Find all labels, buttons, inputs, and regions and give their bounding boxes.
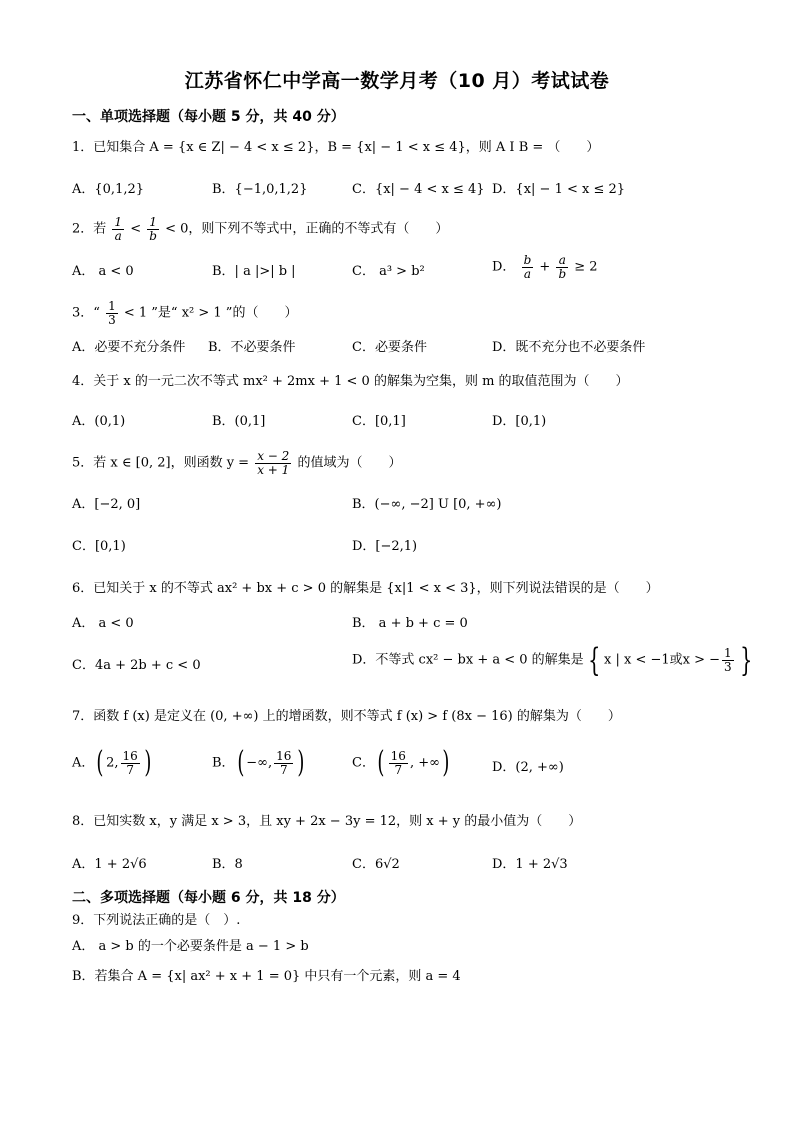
question-2-option-d-fraction-a-over-b: $\frac{a}{b}$ — [558, 253, 567, 281]
question-6-option-d-fraction: $\frac{1}{3}$ — [724, 645, 732, 674]
question-8-option-a: A．1 + 2√6 — [72, 857, 147, 872]
question-2-option-d: D． $\frac{b}{a}$ + $\frac{a}{b}$ ≥ 2 — [492, 253, 598, 281]
question-4-option-d: D．[0,1) — [492, 414, 547, 429]
question-8-option-b: B．8 — [212, 857, 243, 872]
question-2-fraction-1-over-b: $\frac{1}{b}$ — [149, 215, 157, 243]
page-title: 江苏省怀仁中学高一数学月考（10 月）考试试卷 — [184, 70, 610, 92]
question-2-option-c: C． a³ > b² — [352, 264, 425, 279]
question-7-option-c: C．( $\frac{16}{7}$ , +∞) — [352, 745, 450, 780]
section-multiple-choice-heading: 二、多项选择题（每小题 6 分，共 18 分） — [72, 890, 345, 906]
question-2-option-b: B．| a |>| b | — [212, 264, 296, 279]
question-2-less-than: < — [130, 221, 142, 237]
question-2-option-d-fraction-b-over-a: $\frac{b}{a}$ — [523, 253, 532, 281]
question-7-option-b: B．( −∞, $\frac{16}{7}$ ) — [212, 745, 305, 780]
question-4-stem: 4．关于 x 的一元二次不等式 mx² + 2mx + 1 < 0 的解集为空集，则 m 的取值范围为（ ） — [72, 374, 629, 389]
question-4-option-a: A．(0,1) — [72, 414, 126, 429]
question-1-option-d: D．{x| − 1 < x ≤ 2} — [492, 182, 626, 197]
question-6-option-c: C．4a + 2b + c < 0 — [72, 658, 201, 673]
question-3-fraction-one-third: $\frac{1}{3}$ — [108, 299, 116, 327]
question-7-option-d: D．(2, +∞) — [492, 760, 564, 775]
question-3-stem: 3．“ $\frac{1}{3}$ < 1 ”是“ x² > 1 ”的（ ） — [72, 299, 298, 327]
question-1-option-c: C．{x| − 4 < x ≤ 4} — [352, 182, 485, 197]
question-9-option-a: A． a > b 的一个必要条件是 a − 1 > b — [72, 939, 309, 954]
question-6-option-b: B． a + b + c = 0 — [352, 616, 468, 631]
question-2-fraction-1-over-a: $\frac{1}{a}$ — [114, 215, 123, 243]
question-5-stem: 5．若 x ∈ [0, 2]，则函数 y = $\frac{x - 2}{x + 1}$ 的值域为（ ） — [72, 449, 402, 477]
question-8-stem: 8．已知实数 x，y 满足 x > 3，且 xy + 2x − 3y = 12，则 x + y 的最小值为（ ） — [72, 814, 582, 829]
question-3-option-c: C．必要条件 — [352, 340, 427, 355]
question-5-option-a: A．[−2, 0] — [72, 497, 141, 512]
section-single-choice-heading: 一、单项选择题（每小题 5 分，共 40 分） — [72, 109, 345, 125]
question-1-option-b: B．{−1,0,1,2} — [212, 182, 308, 197]
question-6-stem: 6．已知关于 x 的不等式 ax² + bx + c > 0 的解集是 {x|1 < x < 3}，则下列说法错误的是（ ） — [72, 581, 659, 596]
question-2-prefix: 2．若 — [72, 221, 107, 237]
question-2-stem — [72, 216, 448, 242]
question-1-stem: 1．已知集合 A = {x ∈ Z| − 4 < x ≤ 2}，B = {x| − 1 < x ≤ 4}，则 A I B = （ ） — [72, 140, 600, 155]
question-5-option-b: B．(−∞, −2] U [0, +∞) — [352, 497, 502, 512]
question-9-stem: 9．下列说法正确的是（ ）. — [72, 913, 241, 928]
question-3-option-a: A．必要不充分条件 — [72, 340, 186, 355]
question-4-option-c: C．[0,1] — [352, 414, 406, 429]
question-1-option-a: A．{0,1,2} — [72, 182, 145, 197]
question-3-option-b: B．不必要条件 — [208, 340, 296, 355]
question-2-suffix: < 0，则下列不等式中，正确的不等式有（ ） — [165, 221, 449, 237]
question-4-option-b: B．(0,1] — [212, 414, 266, 429]
question-5-option-c: C．[0,1) — [72, 539, 126, 554]
question-8-option-c: C．6√2 — [352, 857, 400, 872]
question-6-option-a: A． a < 0 — [72, 616, 134, 631]
question-7-option-a: A．( 2, $\frac{16}{7}$ ) — [72, 745, 152, 780]
question-2-option-a: A． a < 0 — [72, 264, 134, 279]
question-6-option-d: D．不等式 cx² − bx + a < 0 的解集是 { x | x < −1或x > − $\frac{1}{3}$ } — [352, 641, 752, 679]
question-9-option-b: B．若集合 A = {x| ax² + x + 1 = 0} 中只有一个元素，则 a = 4 — [72, 969, 461, 984]
question-8-option-d: D．1 + 2√3 — [492, 857, 568, 872]
question-7-stem: 7．函数 f (x) 是定义在 (0, +∞) 上的增函数，则不等式 f (x) > f (8x − 16) 的解集为（ ） — [72, 709, 621, 724]
question-3-option-d: D．既不充分也不必要条件 — [492, 340, 646, 355]
question-5-fraction: $\frac{x - 2}{x + 1}$ — [257, 449, 290, 477]
question-5-option-d: D．[−2,1) — [352, 539, 418, 554]
